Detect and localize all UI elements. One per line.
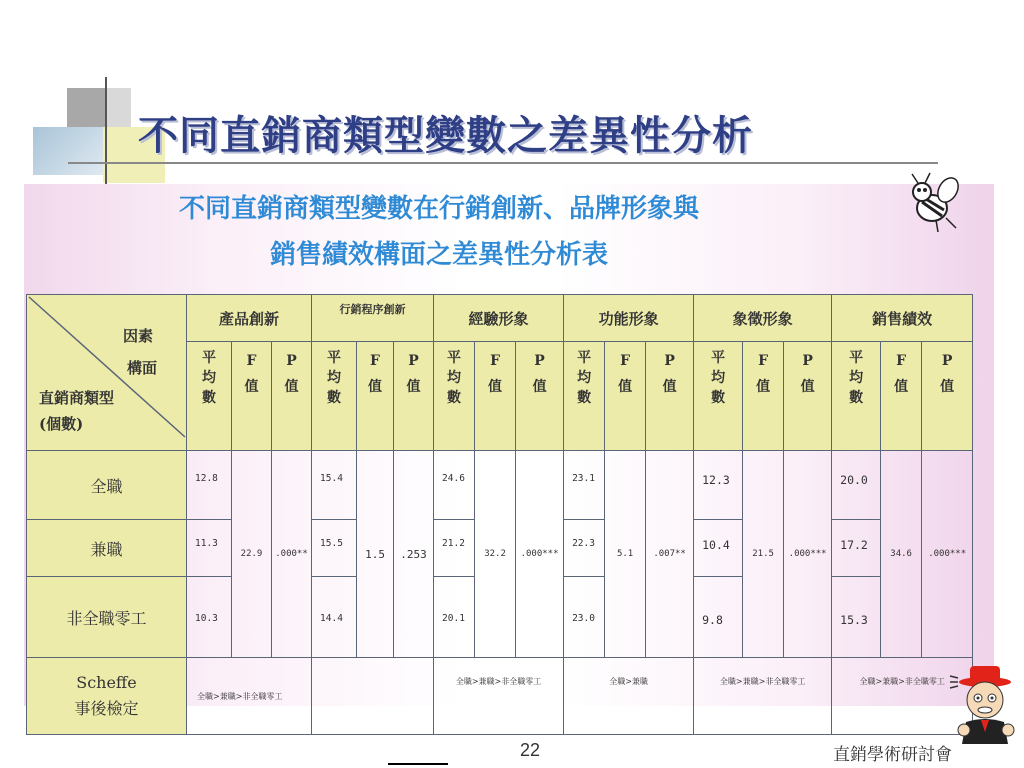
subheader-f: F 值 — [357, 342, 394, 451]
row-label-full-time: 全職 — [27, 451, 187, 520]
mean-cell: 22.3 — [564, 520, 605, 577]
scheffe-result-sales-performance: 全職>兼職>非全職零工 — [832, 658, 973, 735]
group-header-symbolic-image: 象徵形象 — [694, 295, 832, 342]
scheffe-result-experience-image: 全職>兼職>非全職零工 — [434, 658, 564, 735]
f-value-cell: 5.1 — [605, 451, 646, 658]
decor-vertical-line — [105, 77, 107, 185]
p-value-cell: .253 — [394, 451, 434, 658]
mean-cell: 9.8 — [694, 577, 743, 658]
table-subtitle — [24, 186, 854, 278]
subheader-mean: 平均數 — [312, 342, 357, 451]
scheffe-result-symbolic-image: 全職>兼職>非全職零工 — [694, 658, 832, 735]
mean-cell: 12.8 — [187, 451, 232, 520]
f-value-cell: 21.5 — [743, 451, 784, 658]
mean-cell: 21.2 — [434, 520, 475, 577]
subheader-f: F 值 — [605, 342, 646, 451]
scheffe-result-functional-image: 全職>兼職 — [564, 658, 694, 735]
subheader-p: P 值 — [922, 342, 973, 451]
group-header-functional-image: 功能形象 — [564, 295, 694, 342]
decor-square-gray — [67, 88, 109, 130]
table-row — [27, 451, 973, 520]
subheader-mean: 平均數 — [694, 342, 743, 451]
page-number: 22 — [520, 740, 541, 760]
group-header-sales-performance: 銷售績效 — [832, 295, 973, 342]
mean-cell: 20.1 — [434, 577, 475, 658]
mean-cell: 20.0 — [832, 451, 881, 520]
corner-label-dimension: 構面 — [127, 359, 158, 377]
scheffe-result-marketing-process-innovation — [312, 658, 434, 735]
mean-cell: 24.6 — [434, 451, 475, 520]
corner-label-count: (個數) — [39, 415, 84, 433]
p-value-cell: .007** — [646, 451, 694, 658]
corner-label-type: 直銷商類型 — [39, 389, 115, 407]
subheader-p: P 值 — [646, 342, 694, 451]
footer-organization: 直銷學術研討會 — [833, 745, 952, 765]
group-header-product-innovation: 產品創新 — [187, 295, 312, 342]
f-value-cell: 1.5 — [357, 451, 394, 658]
decor-horizontal-line — [68, 162, 938, 164]
bee-mascot-icon — [906, 172, 970, 234]
group-header-marketing-process-innovation: 行銷程序創新 — [312, 295, 434, 342]
mean-cell: 15.3 — [832, 577, 881, 658]
subheader-p: P 值 — [516, 342, 564, 451]
p-value-cell: .000** — [272, 451, 312, 658]
slide-title: 不同直銷商類型變數之差異性分析 — [138, 112, 753, 159]
mean-cell: 14.4 — [312, 577, 357, 658]
subheader-f: F 值 — [881, 342, 922, 451]
f-value-cell: 32.2 — [475, 451, 516, 658]
p-value-cell: .000*** — [922, 451, 973, 658]
decor-square-blue — [33, 127, 103, 175]
p-value-cell: .000*** — [784, 451, 832, 658]
subheader-f: F 值 — [475, 342, 516, 451]
decor-bottom-line — [388, 763, 448, 765]
subheader-mean: 平均數 — [434, 342, 475, 451]
table-subtitle-line2: 銷售績效構面之差異性分析表 — [269, 240, 608, 270]
row-label-part-time: 兼職 — [27, 520, 187, 577]
mean-cell: 11.3 — [187, 520, 232, 577]
subheader-mean: 平均數 — [187, 342, 232, 451]
mean-cell: 12.3 — [694, 451, 743, 520]
mean-cell: 10.4 — [694, 520, 743, 577]
table-subtitle-line1: 不同直銷商類型變數在行銷創新、品牌形象與 — [178, 194, 699, 224]
mean-cell: 15.4 — [312, 451, 357, 520]
mean-cell: 23.0 — [564, 577, 605, 658]
f-value-cell: 34.6 — [881, 451, 922, 658]
subheader-mean: 平均數 — [832, 342, 881, 451]
cartoon-man-mascot-icon — [948, 662, 1024, 748]
subheader-f: F 值 — [232, 342, 272, 451]
subheader-p: P 值 — [394, 342, 434, 451]
mean-cell: 15.5 — [312, 520, 357, 577]
scheffe-row — [27, 658, 973, 735]
analysis-table — [26, 294, 973, 735]
subheader-p: P 值 — [272, 342, 312, 451]
f-value-cell: 22.9 — [232, 451, 272, 658]
table-corner-header — [27, 295, 187, 451]
p-value-cell: .000*** — [516, 451, 564, 658]
subheader-mean: 平均數 — [564, 342, 605, 451]
mean-cell: 10.3 — [187, 577, 232, 658]
corner-label-factor: 因素 — [123, 327, 154, 345]
scheffe-label: Scheffe 事後檢定 — [27, 658, 187, 735]
subheader-p: P 值 — [784, 342, 832, 451]
row-label-non-full-time-casual: 非全職零工 — [27, 577, 187, 658]
mean-cell: 17.2 — [832, 520, 881, 577]
subheader-f: F 值 — [743, 342, 784, 451]
decor-square-light — [105, 88, 131, 128]
mean-cell: 23.1 — [564, 451, 605, 520]
group-header-experience-image: 經驗形象 — [434, 295, 564, 342]
scheffe-result-product-innovation: 全職>兼職>非全職零工 — [187, 658, 312, 735]
